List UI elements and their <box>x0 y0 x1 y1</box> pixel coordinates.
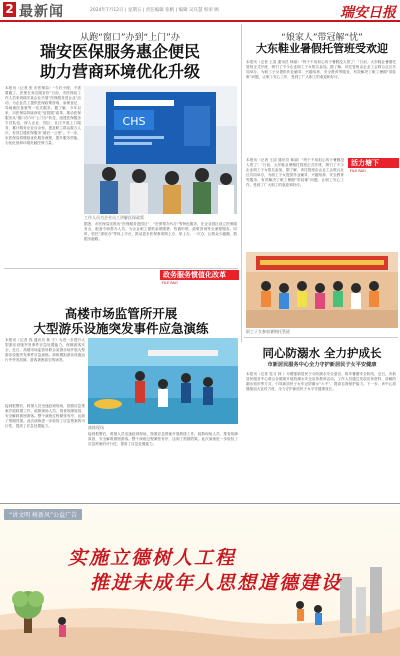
story3-caption: 演练现场 <box>88 425 104 430</box>
ad-slogan-line2: 推进未成年人思想道德建设 <box>90 572 343 594</box>
story2-caption: 职工子女参加暑期托管班 <box>246 329 290 334</box>
masthead <box>0 0 400 22</box>
story3-headline-line1: 高楼市场监管所开展 <box>64 306 178 321</box>
page-number: 2 <box>3 2 16 17</box>
story1-divider <box>4 268 238 269</box>
story1-photo <box>84 86 237 214</box>
story4-headline: 同心防溺水 全力护成长 <box>262 346 382 360</box>
story4-body: 本报讯（记者 见习 林 ）为增强新居民子女防溺水安全意识，筑牢暑期安全防线，近日，市新居民服务中心联合各镇街开展防溺水安全宣传教育活动。工作人员通过发放宣传资料、讲解防溺水知识等方式，引导新居民子女牢记防溺水“六不”，提高自我保护能力。下一步，该中心将继续加大宣传力度，全力守护新居民子女平安健康成长。 <box>246 372 396 391</box>
svg-text:CHS: CHS <box>122 115 146 128</box>
ad-divider <box>0 503 400 504</box>
story2-tag-en: FILE RAO <box>350 169 366 173</box>
story3-body-right: 接到报警后，救援人员迅速赶到现场，按照应急预案开展救援工作，疏散现场人员，排查故障原因，安全解救被困游客。整个演练过程紧张有序，达到了预期效果。此次演练进一步检验了应急预案的可行性，提高了应急处置能力。 <box>88 432 238 446</box>
story2-tag: 活力塘下 <box>348 158 399 168</box>
masthead-meta: 2024年7月12日 | 星期五 | 责任编辑 张帆 | 编辑 吴珏慧 校审 顾 <box>90 8 219 13</box>
story1-headline-line2: 助力营商环境优化升级 <box>39 62 200 81</box>
section-tag: 政务服务惯值化改革 <box>160 270 239 280</box>
story2-headline: 大东鞋业暑假托管班受欢迎 <box>256 42 388 55</box>
story3-photo <box>88 338 238 424</box>
ad-slogan-line1: 实施立德树人工程 <box>68 547 237 569</box>
story3-body-left-cont: 接到报警后，救援人员迅速赶到现场，按照应急预案开展救援工作，疏散现场人员，排查故障原因，安全解救被困游客。整个演练过程紧张有序，达到了预期效果。此次演练进一步检验了应急预案的可行性，提高了应急处置能力。 <box>5 404 85 428</box>
story2-divider <box>244 337 398 338</box>
story4-subheadline: 市新居民服务中心全力守护新居民子女平安健康 <box>267 362 377 368</box>
column-divider <box>241 24 242 342</box>
story2-body-cont: 本报讯（记者 王清 通讯员 林丽）“终于不用担心孩子暑假没人管了！”日前，大东鞋业暑期托管班正式开班，吸引了不少企业职工子女报名参加。据了解，该托管班由企业工会联合社区共同举办，为职工子女提供作业辅导、兴趣培养、安全教育等服务，有效解决了职工暑期“带娃难”问题，让职工安心工作，受到了广大职工的欢迎和好评。 <box>246 158 344 187</box>
story1-kicker: 从跑“窗口”办到“上门”办 <box>80 33 180 43</box>
section-tag-en: FILE RAO <box>162 281 178 285</box>
story3-body-left: 本报讯（记者 钱 通讯员 林 宇）为进一步提升大型游乐设施突发事件应急处置能力，保障游客安全，近日，高楼市场监管所联合某游乐场开展大型游乐设施突发事件应急演练。演练模拟游乐设施运行中突发故障，游客被困高空的场景。 <box>5 338 85 362</box>
story2-body: 本报讯（记者 王清 通讯员 林丽）“终于不用担心孩子暑假没人管了！”日前，大东鞋业暑期托管班正式开班，吸引了不少企业职工子女报名参加。据了解，该托管班由企业工会联合社区共同举办，为职工子女提供作业辅导、兴趣培养、安全教育等服务，有效解决了职工暑期“带娃难”问题，让职工安心工作，受到了广大职工的欢迎和好评。 <box>246 60 396 79</box>
story1-body-left: 本报讯（记者 张 市医保局）“今后小便，不需要跑了，医保在身边服务你”日前，市医保局工作人员来到瑞安某企业开展“医保服务进企业”活动，为企业员工提供医保政策咨询、参保登记、异地就医备案等一站式服务。据了解，今年以来，市医保局持续深化“放管服”改革，推动医保服务从“窗口办”向“上门办”转变，组建医保服务专员队伍，深入企业、园区、社区开展上门服务，累计服务企业百余家，惠及职工群众数万人次，有效打通医保服务“最后一公里”。下一步，市医保局将继续优化服务流程，提升服务效能，为优化营商环境贡献医保力量。 <box>5 86 81 145</box>
story2-kicker: “娘家人”带冠解“忧” <box>281 33 363 43</box>
story1-body-right: 据悉，市医保局还推出“医保服务进园区”、“医保帮办代办”等特色服务，在企业园区设立医保服务点，配备专职帮办人员，为企业职工提供参保缴费、待遇申领、政策咨询等全流程服务。同时，依托“浙里办”等线上平台，推动更多医保事项网上办、掌上办、一次办，让群众少跑腿、数据多跑路。 <box>84 222 237 241</box>
paper-logo: 瑞安日报 <box>340 5 396 21</box>
section-title: 最新闻 <box>19 4 64 20</box>
ad-tag: “讲文明 树新风”公益广告 <box>4 509 82 520</box>
story3-headline-line2: 大型游乐设施突发事件应急演练 <box>33 321 209 336</box>
story1-caption: 工作人员为企业员工讲解医保政策 <box>84 215 144 220</box>
story2-photo <box>246 252 398 328</box>
story1-headline-line1: 瑞安医保服务惠企便民 <box>39 42 200 61</box>
